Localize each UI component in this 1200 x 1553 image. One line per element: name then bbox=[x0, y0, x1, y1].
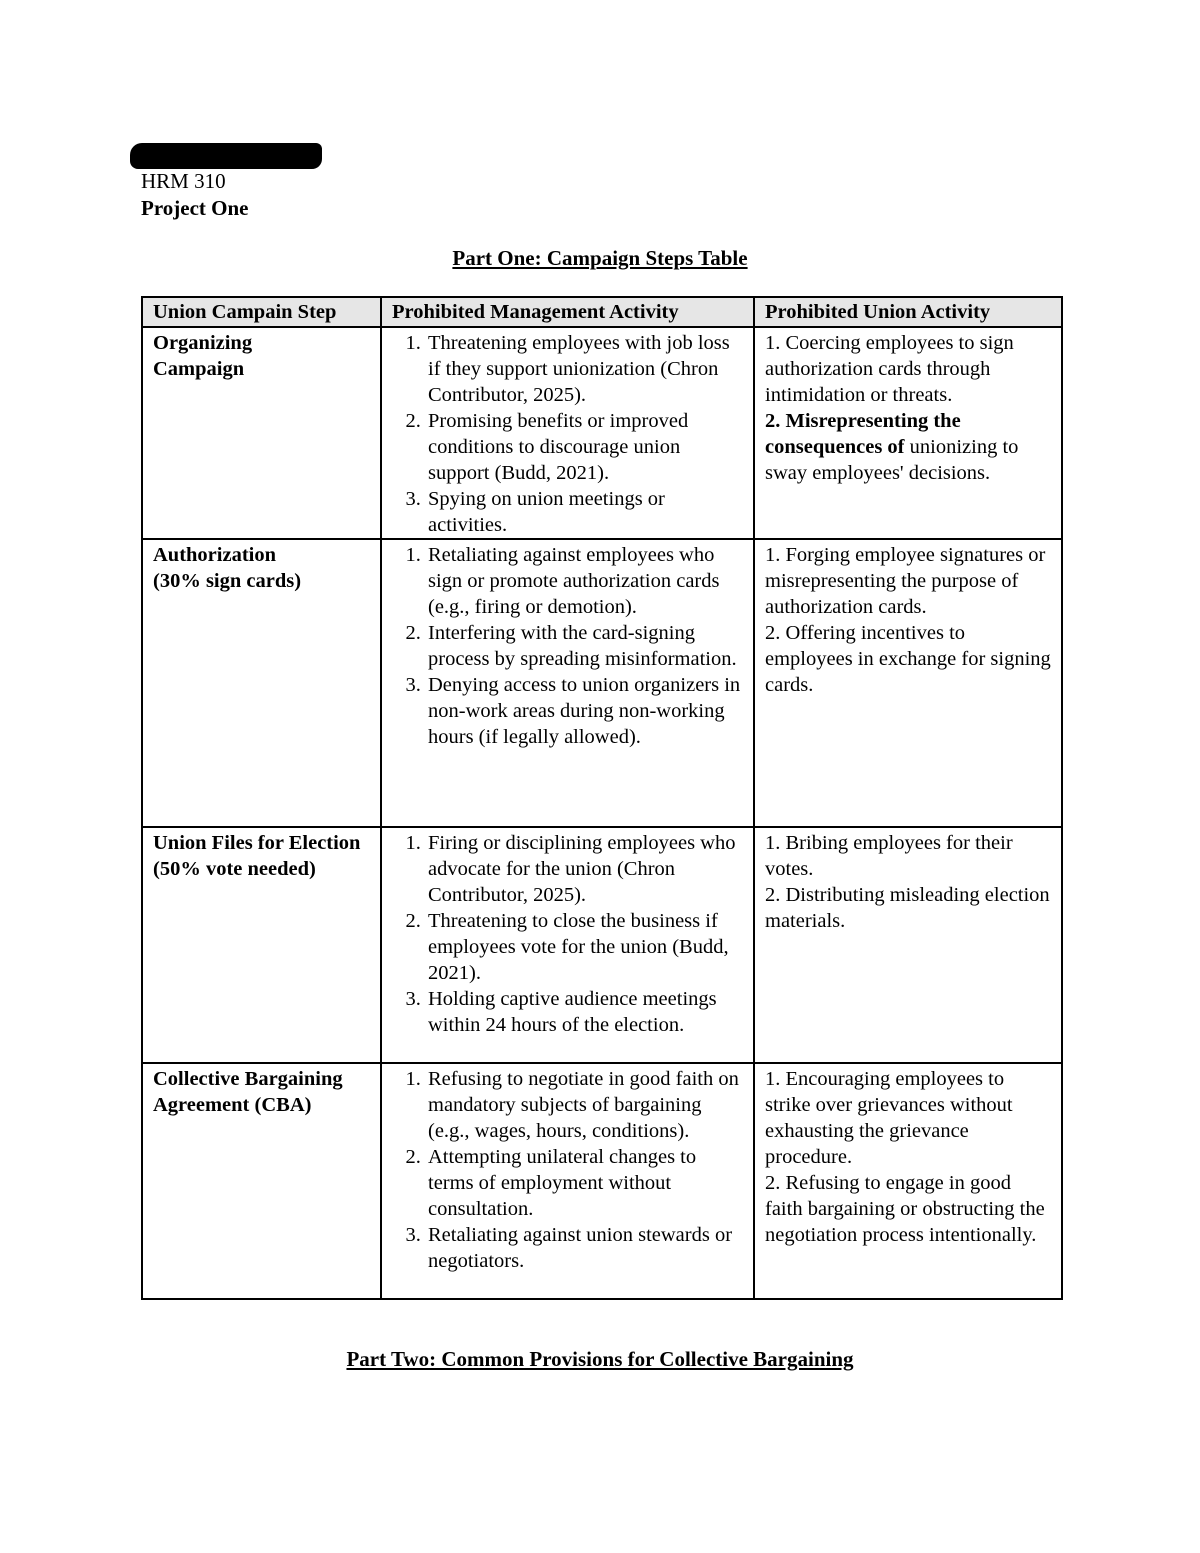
management-list bbox=[392, 330, 743, 538]
table-row bbox=[142, 539, 1062, 827]
step-name-line: Authorization bbox=[153, 544, 276, 566]
header-prohibited-union-activity: Prohibited Union Activity bbox=[754, 297, 1062, 327]
management-item: 2. Attempting unilateral changes to terms of employment without consultation. bbox=[426, 1144, 743, 1222]
union-item: 2. Offering incentives to employees in exchange for signing cards. bbox=[765, 622, 1051, 696]
part-one-heading: Part One: Campaign Steps Table bbox=[452, 246, 748, 270]
union-item-text: 1. Coercing employees to sign authorization cards through intimidation or threats. bbox=[765, 332, 1014, 406]
union-item: 1. Bribing employees for their votes. bbox=[765, 832, 1013, 880]
management-item: 3. Retaliating against union stewards or negotiators. bbox=[426, 1222, 743, 1274]
table-row bbox=[142, 327, 1062, 539]
management-cell bbox=[381, 827, 754, 1063]
union-item: 1. Forging employee signatures or misrepresenting the purpose of authorization cards. bbox=[765, 544, 1046, 618]
management-item: 3. Spying on union meetings or activities. bbox=[426, 486, 743, 538]
union-cell bbox=[754, 827, 1062, 1063]
union-cell bbox=[754, 539, 1062, 827]
project-title: Project One bbox=[141, 196, 249, 220]
management-item: 3. Denying access to union organizers in non-work areas during non-working hours (if legally allowed). bbox=[426, 672, 743, 750]
table-header-row bbox=[142, 297, 1062, 327]
step-name-line: Organizing bbox=[153, 332, 253, 354]
union-cell bbox=[754, 1063, 1062, 1299]
management-list bbox=[392, 1066, 743, 1274]
step-cell bbox=[142, 327, 381, 539]
union-item-emphasis: 2. Misrepresenting the consequences of bbox=[765, 410, 961, 458]
management-item: 2. Threatening to close the business if employees vote for the union (Budd, 2021). bbox=[426, 908, 743, 986]
union-item bbox=[765, 408, 1051, 486]
step-name-line: Collective Bargaining Agreement (CBA) bbox=[153, 1068, 343, 1116]
table-row bbox=[142, 827, 1062, 1063]
management-cell bbox=[381, 539, 754, 827]
campaign-steps-table bbox=[141, 296, 1063, 1300]
step-cell bbox=[142, 539, 381, 827]
union-item: 1. Encouraging employees to strike over grievances without exhausting the grievance procedure. bbox=[765, 1068, 1013, 1168]
course-code: HRM 310 bbox=[141, 169, 226, 193]
union-item bbox=[765, 330, 1051, 408]
header-prohibited-management-activity: Prohibited Management Activity bbox=[381, 297, 754, 327]
management-item: 1. Retaliating against employees who sign or promote authorization cards (e.g., firing or demotion). bbox=[426, 542, 743, 620]
management-item: 1. Firing or disciplining employees who advocate for the union (Chron Contributor, 2025). bbox=[426, 830, 743, 908]
union-item: 2. Distributing misleading election materials. bbox=[765, 884, 1050, 932]
management-list bbox=[392, 830, 743, 1038]
management-item: 2. Interfering with the card-signing process by spreading misinformation. bbox=[426, 620, 743, 672]
union-item-text: unionizing to sway employees' decisions. bbox=[765, 436, 1019, 484]
part-two-heading: Part Two: Common Provisions for Collective Bargaining bbox=[346, 1347, 854, 1371]
step-name-line: Union Files for Election (50% vote needed) bbox=[153, 832, 361, 880]
management-list bbox=[392, 542, 743, 750]
table-row bbox=[142, 1063, 1062, 1299]
union-item: 2. Refusing to engage in good faith bargaining or obstructing the negotiation process intentionally. bbox=[765, 1172, 1045, 1246]
management-item: 1. Refusing to negotiate in good faith on mandatory subjects of bargaining (e.g., wages, hours, conditions). bbox=[426, 1066, 743, 1144]
redacted-name-block bbox=[130, 143, 322, 169]
management-cell bbox=[381, 1063, 754, 1299]
union-cell bbox=[754, 327, 1062, 539]
step-name-line: (30% sign cards) bbox=[153, 570, 302, 592]
step-cell bbox=[142, 827, 381, 1063]
management-item: 1. Threatening employees with job loss if they support unionization (Chron Contributor, 2025). bbox=[426, 330, 743, 408]
management-cell bbox=[381, 327, 754, 539]
header-union-campaign-step: Union Campain Step bbox=[142, 297, 381, 327]
step-name-line: Campaign bbox=[153, 358, 245, 380]
management-item: 2. Promising benefits or improved conditions to discourage union support (Budd, 2021). bbox=[426, 408, 743, 486]
management-item: 3. Holding captive audience meetings within 24 hours of the election. bbox=[426, 986, 743, 1038]
step-cell bbox=[142, 1063, 381, 1299]
